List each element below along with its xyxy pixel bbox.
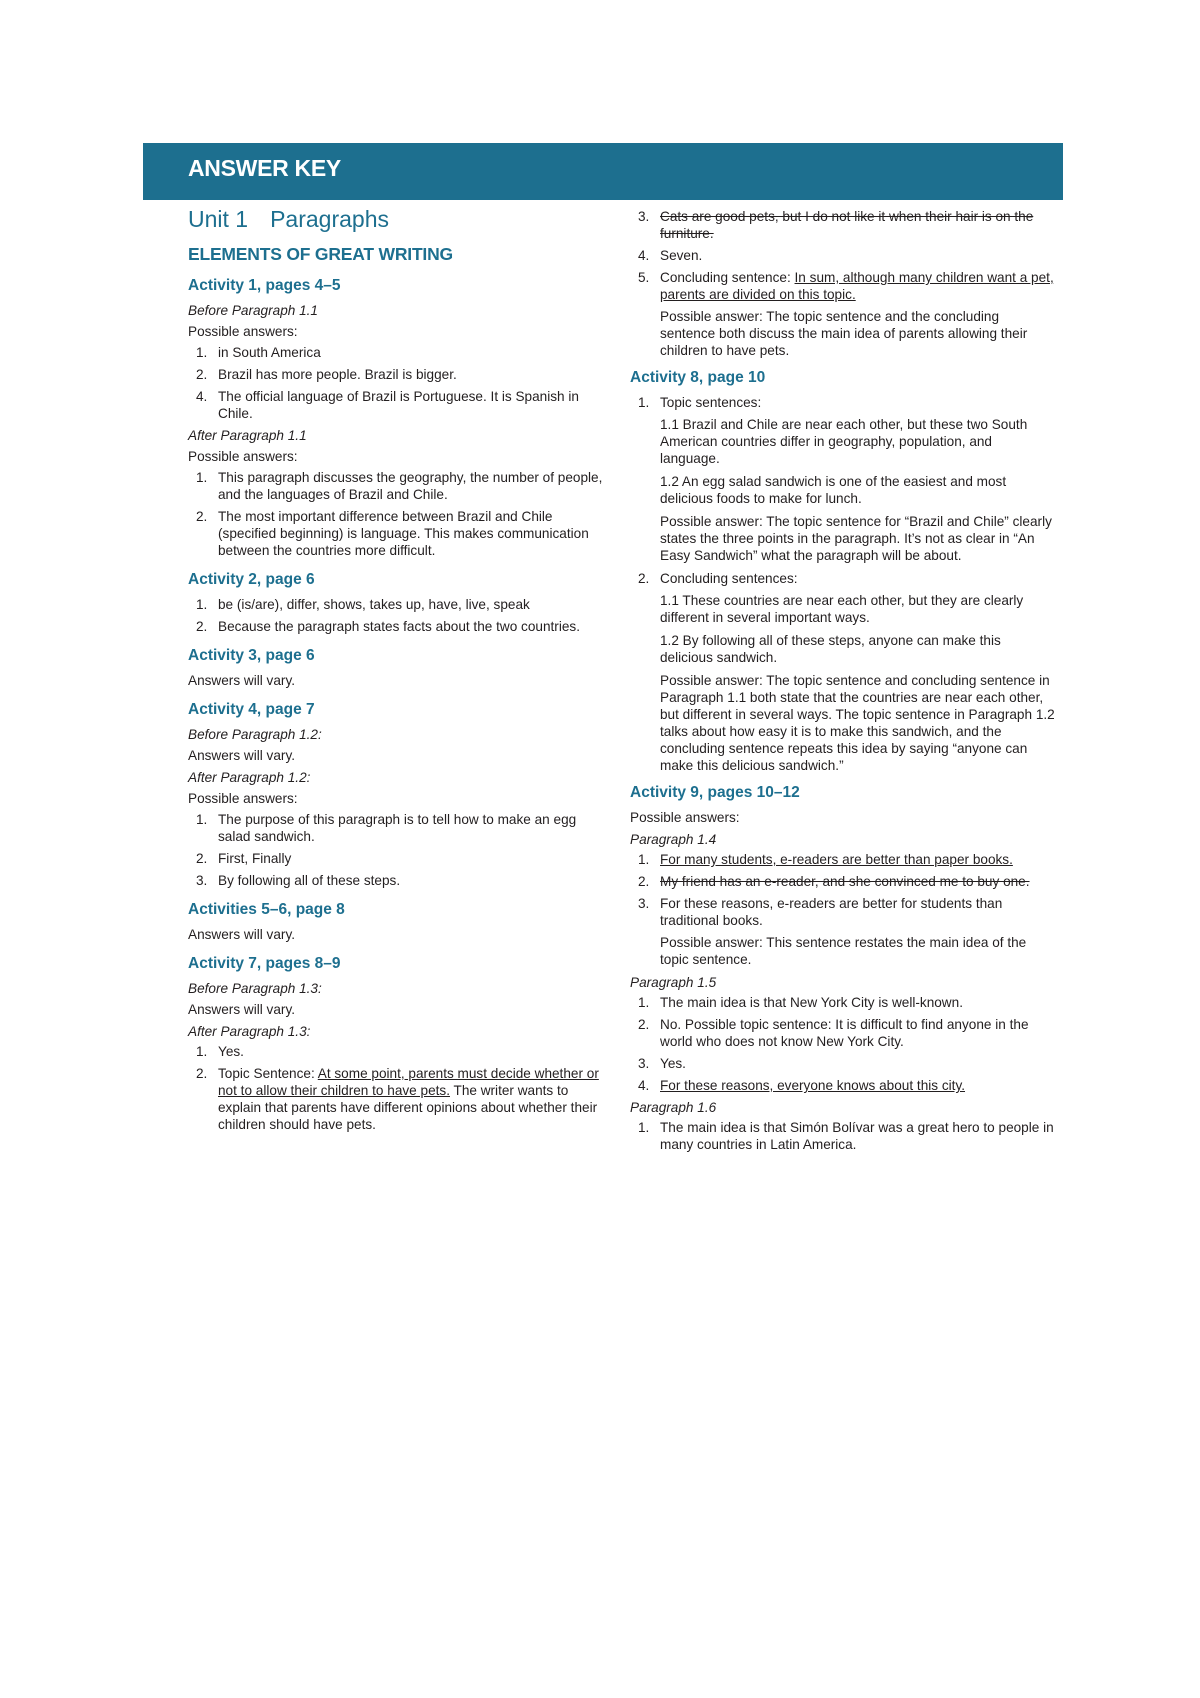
answer-list	[188, 596, 603, 635]
list-item	[188, 850, 603, 867]
underlined-sentence: For many students, e-readers are better than paper books.	[660, 852, 1013, 867]
item-number: 1.	[196, 1044, 208, 1059]
item-text: For these reasons, e-readers are better for students than traditional books.	[660, 896, 1003, 928]
answer-list	[630, 1119, 1055, 1153]
item-number: 1.	[196, 812, 208, 827]
item-number: 2.	[196, 851, 208, 866]
activities-5-6-title: Activities 5–6, page 8	[188, 901, 345, 918]
sub-answer: 1.2 By following all of these steps, anyone can make this delicious sandwich.	[660, 633, 1001, 665]
possible-answer-note: Possible answer: The topic sentence and concluding sentence in Paragraph 1.1 both state that the countries are near each other, but different in several ways. The topic sentence in Paragraph 1.2 talks about how easy it is to make this sandwich, and the concluding sentence repeats this idea by saying “anyone can make this delicious sandwich.”	[660, 673, 1055, 773]
answer-text: Answers will vary.	[188, 1002, 296, 1017]
list-item	[188, 469, 603, 503]
answer-list	[630, 570, 1055, 587]
list-item	[630, 394, 1055, 411]
page-title: ANSWER KEY	[188, 155, 341, 181]
list-item	[188, 1043, 603, 1060]
list-item	[188, 344, 603, 361]
list-item	[630, 1077, 1055, 1094]
item-number: 1.	[638, 395, 650, 410]
item-text: Topic sentences:	[660, 395, 762, 410]
activity-4-title: Activity 4, page 7	[188, 701, 315, 718]
answer-text: Answers will vary.	[188, 673, 296, 688]
item-number: 2.	[638, 874, 650, 889]
item-text: Brazil has more people. Brazil is bigger.	[218, 367, 457, 382]
sub-answer: 1.1 These countries are near each other, but they are clearly different in several important ways.	[660, 593, 1024, 625]
answer-text: Answers will vary.	[188, 748, 296, 763]
answer-list	[630, 851, 1055, 929]
item-text: The main idea is that New York City is well-known.	[660, 995, 963, 1010]
item-number: 4.	[638, 248, 650, 263]
answer-list	[630, 994, 1055, 1094]
list-item	[188, 872, 603, 889]
item-text: Concluding sentence:	[660, 270, 795, 285]
sub-answer: 1.1 Brazil and Chile are near each other, but these two South American countries differ in geography, population, and language.	[660, 417, 1028, 466]
item-number: 4.	[638, 1078, 650, 1093]
after-paragraph-label: After Paragraph 1.2:	[188, 770, 311, 785]
answer-text: Answers will vary.	[188, 927, 296, 942]
item-text: First, Finally	[218, 851, 292, 866]
item-number: 5.	[638, 270, 650, 285]
item-number: 1.	[196, 597, 208, 612]
activity-7-title: Activity 7, pages 8–9	[188, 955, 341, 972]
underlined-sentence: At some point, parents must decide whether or not to allow their children to have pets.	[218, 1066, 599, 1098]
activity-2-title: Activity 2, page 6	[188, 571, 315, 588]
item-number: 3.	[638, 1056, 650, 1071]
possible-answers-label: Possible answers:	[188, 791, 298, 806]
list-item	[630, 208, 1055, 242]
before-paragraph-label: Before Paragraph 1.3:	[188, 981, 322, 996]
answer-list	[630, 208, 1055, 303]
item-number: 3.	[638, 896, 650, 911]
list-item	[188, 508, 603, 559]
activity-8-title: Activity 8, page 10	[630, 369, 766, 386]
item-text: The most important difference between Brazil and Chile (specified beginning) is language. This makes communication between the countries more difficult.	[218, 509, 589, 558]
item-text: in South America	[218, 345, 321, 360]
item-number: 1.	[638, 1120, 650, 1135]
unit-number: Unit 1	[188, 206, 249, 232]
item-text: Concluding sentences:	[660, 571, 798, 586]
underlined-sentence: In sum, although many children want a pet, parents are divided on this topic.	[660, 270, 1054, 302]
paragraph-label: Paragraph 1.4	[630, 832, 717, 847]
item-number: 1.	[196, 345, 208, 360]
item-text: Topic Sentence:	[218, 1066, 318, 1081]
after-paragraph-label: After Paragraph 1.1	[188, 428, 307, 443]
before-paragraph-label: Before Paragraph 1.2:	[188, 727, 322, 742]
possible-answer-note: Possible answer: The topic sentence and the concluding sentence both discuss the main idea of parents allowing their children to have pets.	[660, 309, 1028, 358]
paragraph-label: Paragraph 1.6	[630, 1100, 717, 1115]
header-banner	[143, 143, 1063, 200]
struck-sentence: Cats are good pets, but I do not like it when their hair is on the furniture.	[660, 209, 1034, 241]
list-item	[630, 1055, 1055, 1072]
item-text: No. Possible topic sentence: It is difficult to find anyone in the world who does not know New York City.	[660, 1017, 1029, 1049]
item-number: 2.	[196, 509, 208, 524]
list-item	[188, 366, 603, 383]
item-text: Seven.	[660, 248, 703, 263]
list-item	[188, 388, 603, 422]
item-text: be (is/are), differ, shows, takes up, have, live, speak	[218, 597, 530, 612]
item-text: Yes.	[660, 1056, 686, 1071]
item-number: 2.	[196, 619, 208, 634]
answer-list	[188, 1043, 603, 1133]
before-paragraph-label: Before Paragraph 1.1	[188, 303, 318, 318]
sub-answer: 1.2 An egg salad sandwich is one of the easiest and most delicious foods to make for lunch.	[660, 474, 1007, 506]
item-number: 3.	[196, 873, 208, 888]
item-text: The purpose of this paragraph is to tell how to make an egg salad sandwich.	[218, 812, 577, 844]
list-item	[630, 994, 1055, 1011]
activity-9-title: Activity 9, pages 10–12	[630, 784, 800, 801]
activity-1-title: Activity 1, pages 4–5	[188, 277, 341, 294]
item-text: The writer wants to explain that parents have different opinions about whether their children should have pets.	[218, 1083, 598, 1132]
item-number: 1.	[196, 470, 208, 485]
list-item	[630, 895, 1055, 929]
left-column	[188, 208, 603, 1138]
item-number: 1.	[638, 852, 650, 867]
item-text: This paragraph discusses the geography, the number of people, and the languages of Brazil and Chile.	[218, 470, 603, 502]
activity-3-title: Activity 3, page 6	[188, 647, 315, 664]
item-number: 2.	[196, 1066, 208, 1081]
list-item	[630, 873, 1055, 890]
paragraph-label: Paragraph 1.5	[630, 975, 717, 990]
list-item	[630, 269, 1055, 303]
list-item	[188, 596, 603, 613]
list-item	[630, 1016, 1055, 1050]
answer-list	[188, 469, 603, 559]
item-number: 2.	[638, 571, 650, 586]
list-item	[630, 247, 1055, 264]
possible-answer-note: Possible answer: This sentence restates the main idea of the topic sentence.	[660, 935, 1027, 967]
underlined-sentence: For these reasons, everyone knows about this city.	[660, 1078, 966, 1093]
possible-answers-label: Possible answers:	[630, 810, 740, 825]
item-text: The main idea is that Simón Bolívar was a great hero to people in many countries in Latin America.	[660, 1120, 1054, 1152]
item-number: 1.	[638, 995, 650, 1010]
item-number: 2.	[638, 1017, 650, 1032]
right-column	[630, 208, 1055, 1158]
item-text: Because the paragraph states facts about the two countries.	[218, 619, 580, 634]
list-item	[188, 1065, 603, 1133]
list-item	[188, 811, 603, 845]
possible-answers-label: Possible answers:	[188, 449, 298, 464]
list-item	[188, 618, 603, 635]
answer-list	[630, 394, 1055, 411]
list-item	[630, 1119, 1055, 1153]
possible-answers-label: Possible answers:	[188, 324, 298, 339]
struck-sentence: My friend has an e-reader, and she convinced me to buy one.	[660, 874, 1030, 889]
item-text: The official language of Brazil is Portuguese. It is Spanish in Chile.	[218, 389, 579, 421]
unit-heading	[188, 206, 603, 232]
item-number: 4.	[196, 389, 208, 404]
unit-title: Paragraphs	[270, 206, 390, 232]
item-number: 3.	[638, 209, 650, 224]
item-number: 2.	[196, 367, 208, 382]
answer-list	[188, 811, 603, 889]
item-text: Yes.	[218, 1044, 244, 1059]
list-item	[630, 851, 1055, 868]
list-item	[630, 570, 1055, 587]
possible-answer-note: Possible answer: The topic sentence for “Brazil and Chile” clearly states the three points in the paragraph. It’s not as clear in “An Easy Sandwich” what the paragraph will be about.	[660, 514, 1052, 563]
item-text: By following all of these steps.	[218, 873, 401, 888]
answer-list	[188, 344, 603, 422]
section-title: ELEMENTS OF GREAT WRITING	[188, 244, 453, 264]
after-paragraph-label: After Paragraph 1.3:	[188, 1024, 311, 1039]
